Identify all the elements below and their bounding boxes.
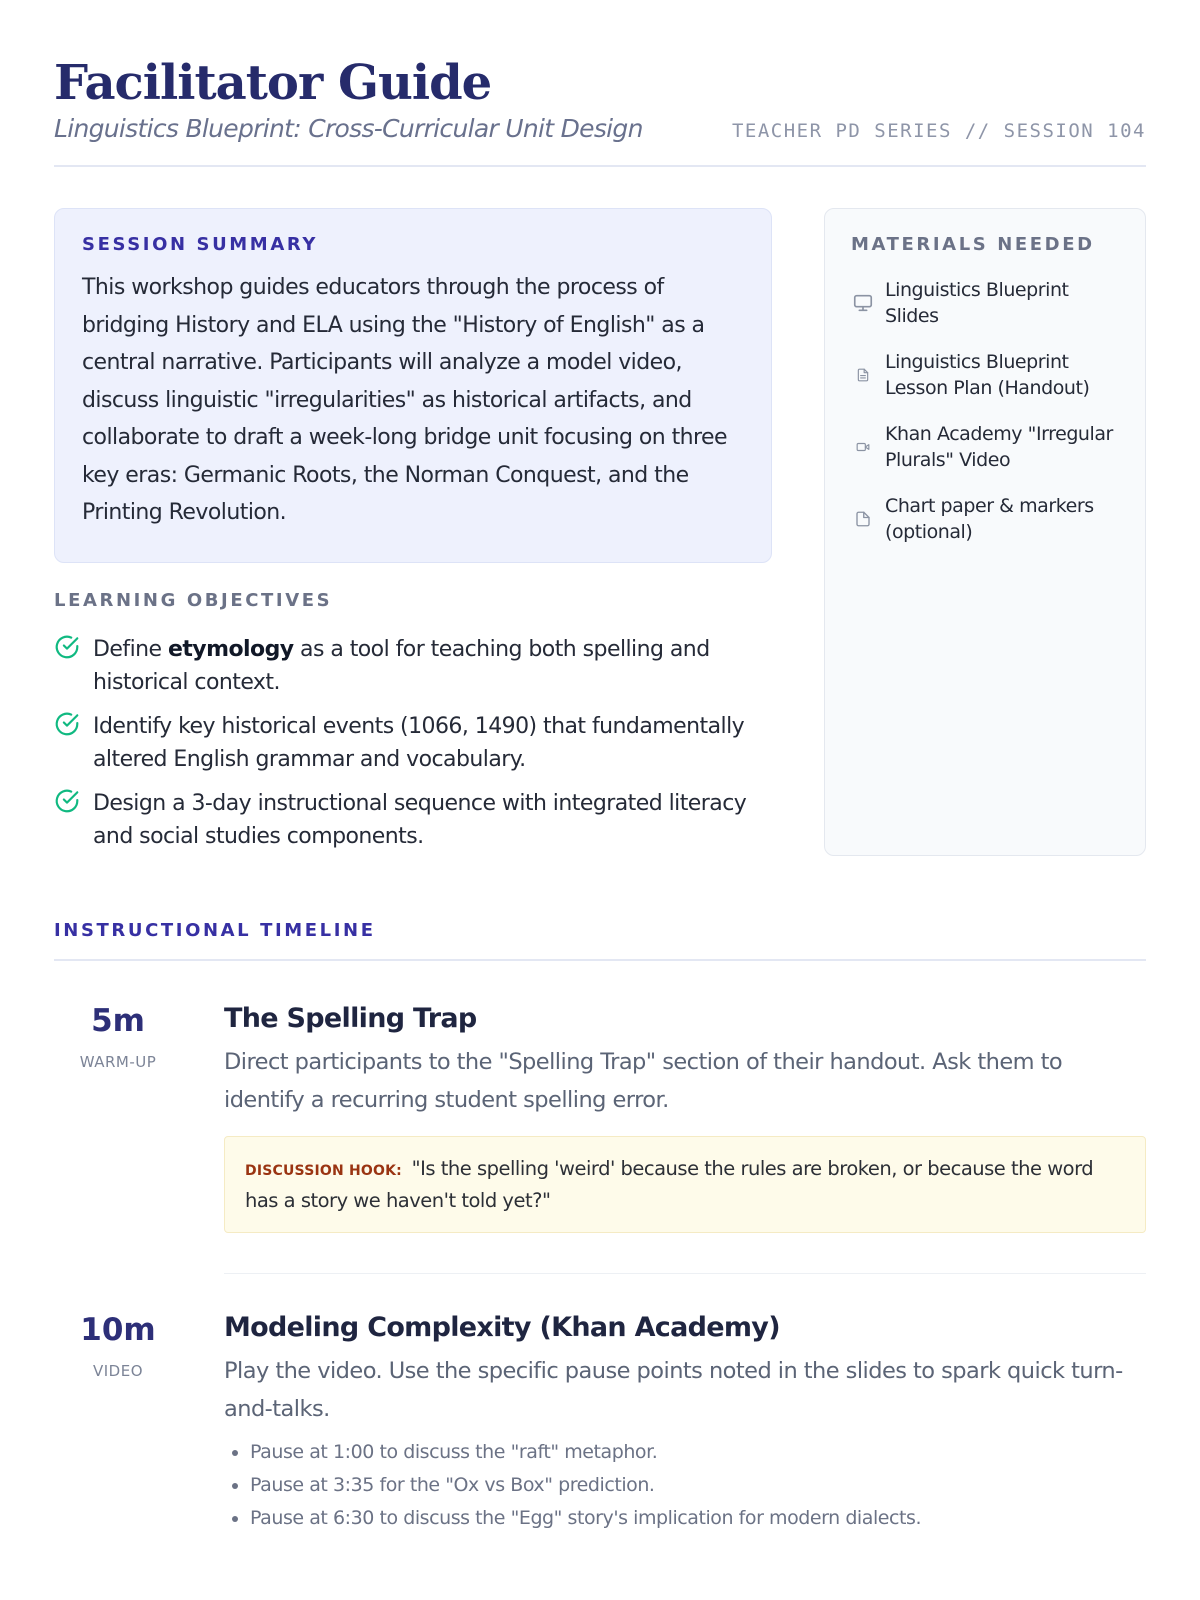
pause-point: • Pause at 3:35 for the "Ox vs Box" prediction. <box>250 1469 1146 1502</box>
instructional-timeline <box>54 920 1146 1535</box>
timeline-description: Play the video. Use the specific pause points noted in the slides to spark quick turn-and-talks. <box>224 1358 1123 1422</box>
timeline-heading: INSTRUCTIONAL TIMELINE <box>54 920 376 941</box>
session-summary-heading: SESSION SUMMARY <box>82 234 318 255</box>
material-text: Linguistics Blueprint Slides <box>885 279 1069 327</box>
timeline-content <box>224 1312 1146 1535</box>
session-summary-text: This workshop guides educators through the process of bridging History and ELA using the "History of English" as a central narrative. Participants will analyze a model video, discuss linguistic "irregularities" as historical artifacts, and collaborate to draft a week-long bridge unit focusing on three key eras: Germanic Roots, the Norman Conquest, and the Printing Revolution. <box>82 275 728 525</box>
learning-objectives <box>54 590 772 853</box>
page-subtitle: Linguistics Blueprint: Cross-Curricular Unit Design <box>54 114 643 143</box>
timeline-header <box>54 920 1146 961</box>
timeline-duration: 10m <box>80 1312 156 1348</box>
monitor-icon <box>851 292 875 314</box>
material-item <box>851 421 1119 473</box>
timeline-duration-block <box>54 1003 182 1233</box>
series-label: TEACHER PD SERIES // SESSION 104 <box>731 120 1146 142</box>
timeline-duration-block <box>54 1312 182 1535</box>
pause-point: • Pause at 1:00 to discuss the "raft" metaphor. <box>250 1436 1146 1469</box>
timeline-tag: VIDEO <box>92 1362 144 1380</box>
material-item <box>851 349 1119 401</box>
materials-card <box>824 208 1146 856</box>
discussion-hook-text: "Is the spelling 'weird' because the rules are broken, or because the word has a story we haven't told yet?" <box>245 1157 1094 1212</box>
subtitle-row <box>54 114 1146 143</box>
timeline-title: The Spelling Trap <box>224 1003 477 1034</box>
document-icon <box>851 367 875 383</box>
check-circle-icon <box>54 788 80 814</box>
objective-keyword: etymology <box>167 637 294 662</box>
page-header <box>54 0 1146 167</box>
discussion-hook-label: DISCUSSION HOOK: <box>245 1163 402 1179</box>
material-item <box>851 493 1119 545</box>
timeline-item <box>54 1003 1146 1233</box>
timeline-tag: WARM-UP <box>79 1053 157 1071</box>
check-circle-icon <box>54 711 80 737</box>
material-text: Chart paper & markers (optional) <box>885 495 1094 543</box>
materials-list <box>851 277 1119 545</box>
upper-section <box>54 208 1146 864</box>
video-icon <box>851 440 875 454</box>
objective-item <box>54 710 772 776</box>
page-title: Facilitator Guide <box>54 55 492 111</box>
pause-point: • Pause at 6:30 to discuss the "Egg" story's implication for modern dialects. <box>250 1502 1146 1535</box>
timeline-duration: 5m <box>91 1003 145 1039</box>
left-column <box>54 208 772 864</box>
material-text: Linguistics Blueprint Lesson Plan (Handout) <box>885 351 1090 399</box>
timeline-description: Direct participants to the "Spelling Trap" section of their handout. Ask them to identify a recurring student spelling error. <box>224 1049 1063 1113</box>
timeline-divider <box>224 1273 1146 1274</box>
materials-heading: MATERIALS NEEDED <box>851 234 1095 255</box>
file-icon <box>851 509 875 529</box>
timeline-title: Modeling Complexity (Khan Academy) <box>224 1312 780 1343</box>
objective-text: Identify key historical events (1066, 1490) that fundamentally altered English grammar and vocabulary. <box>93 714 745 772</box>
objective-text: Define etymology as a tool for teaching both spelling and historical context. <box>93 637 710 695</box>
objective-text: Design a 3-day instructional sequence with integrated literacy and social studies components. <box>93 791 747 849</box>
timeline-content <box>224 1003 1146 1233</box>
pause-points-list <box>224 1436 1146 1535</box>
learning-objectives-heading: LEARNING OBJECTIVES <box>54 590 333 611</box>
discussion-hook-callout <box>224 1136 1146 1233</box>
check-circle-icon <box>54 634 80 660</box>
material-text: Khan Academy "Irregular Plurals" Video <box>885 423 1113 471</box>
material-item <box>851 277 1119 329</box>
objectives-list <box>54 633 772 853</box>
session-summary-card <box>54 208 772 563</box>
objective-item <box>54 787 772 853</box>
timeline-item <box>54 1312 1146 1535</box>
objective-item <box>54 633 772 699</box>
